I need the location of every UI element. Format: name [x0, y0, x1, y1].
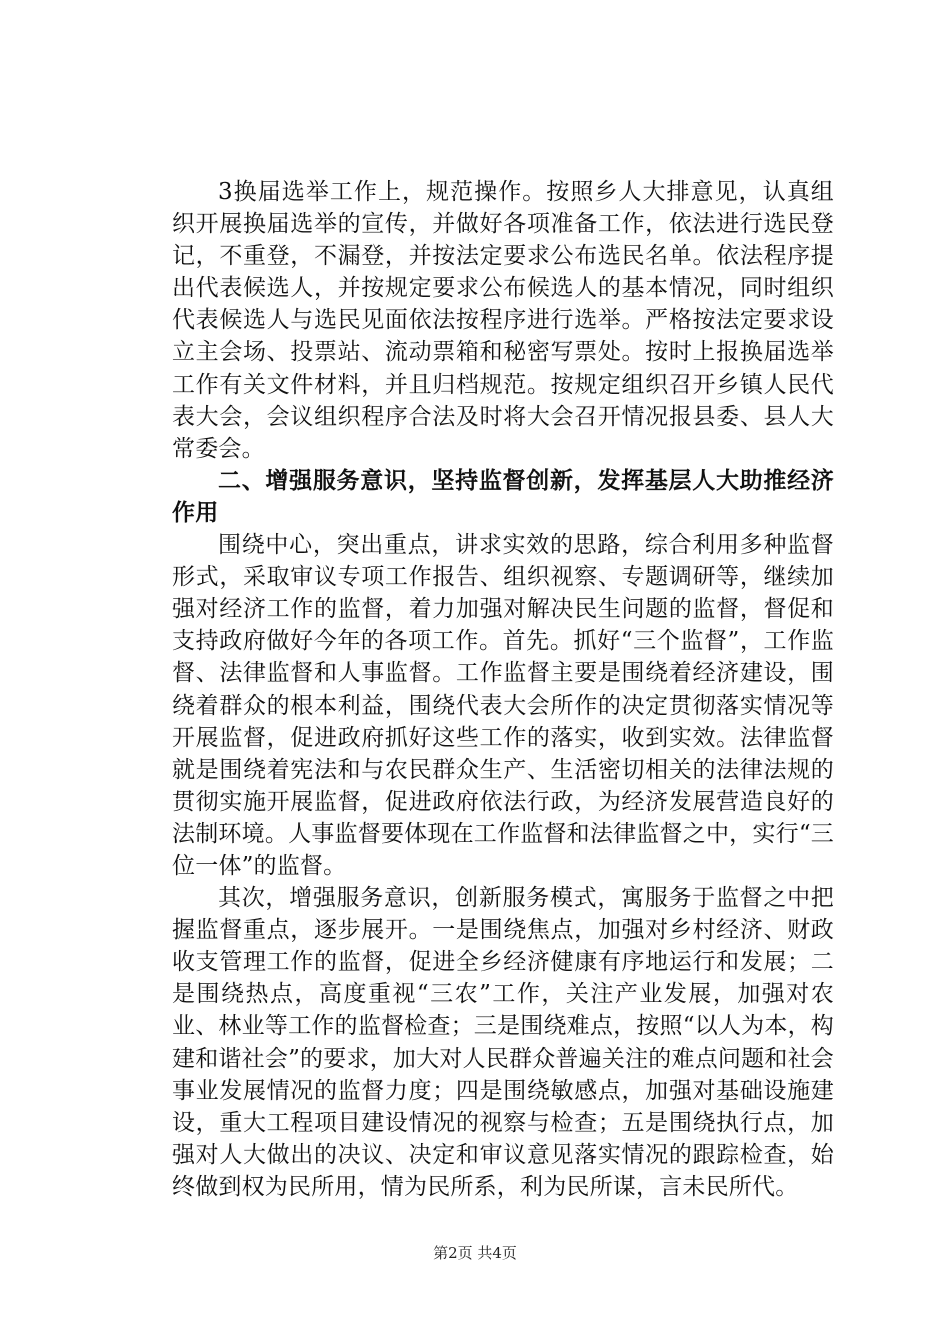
- paragraph-service-innovation: 其次，增强服务意识，创新服务模式，寓服务于监督之中把握监督重点，逐步展开。一是围绕焦点，加强对乡村经济、财政收支管理工作的监督，促进全乡经济健康有序地运行和发展；二是围绕热点，高度重视“三农”工作，关注产业发展，加强对农业、林业等工作的监督检查；三是围绕难点，按照“以人为本，构建和谐社会”的要求，加大对人民群众普遍关注的难点问题和社会事业发展情况的监督力度；四是围绕敏感点，加强对基础设施建设，重大工程项目建设情况的视察与检查；五是围绕执行点，加强对人大做出的决议、决定和审议意见落实情况的跟踪检查，始终做到权为民所用，情为民所系，利为民所谋，言未民所代。: [172, 885, 834, 1200]
- paragraph-supervision-focus: 围绕中心，突出重点，讲求实效的思路，综合利用多种监督形式，采取审议专项工作报告、组织视察、专题调研等，继续加强对经济工作的监督，着力加强对解决民生问题的监督，督促和支持政府做好今年的各项工作。首先。抓好“三个监督”，工作监督、法律监督和人事监督。工作监督主要是围绕着经济建设，围绕着群众的根本利益，围绕代表大会所作的决定贯彻落实情况等开展监督，促进政府抓好这些工作的落实，收到实效。法律监督就是围绕着宪法和与农民群众生产、生活密切相关的法律法规的贯彻实施开展监督，促进政府依法行政，为经济发展营造良好的法制环境。人事监督要体现在工作监督和法律监督之中，实行“三位一体”的监督。: [172, 532, 834, 879]
- page-number-footer: 第2页 共4页: [433, 1244, 517, 1262]
- section-heading-service-awareness: 二、增强服务意识，坚持监督创新，发挥基层人大助推经济作用: [172, 466, 834, 526]
- paragraph-election-work: 3换届选举工作上，规范操作。按照乡人大排意见，认真组织开展换届选举的宣传，并做好各项准备工作，依法进行选民登记，不重登，不漏登，并按法定要求公布选民名单。依法程序提出代表候选人，并按规定要求公布候选人的基本情况，同时组织代表候选人与选民见面依法按程序进行选举。严格按法定要求设立主会场、投票站、流动票箱和秘密写票处。按时上报换届选举工作有关文件材料，并且归档规范。按规定组织召开乡镇人民代表大会，会议组织程序合法及时将大会召开情况报县委、县人大常委会。: [172, 179, 834, 462]
- document-body: [172, 176, 834, 1203]
